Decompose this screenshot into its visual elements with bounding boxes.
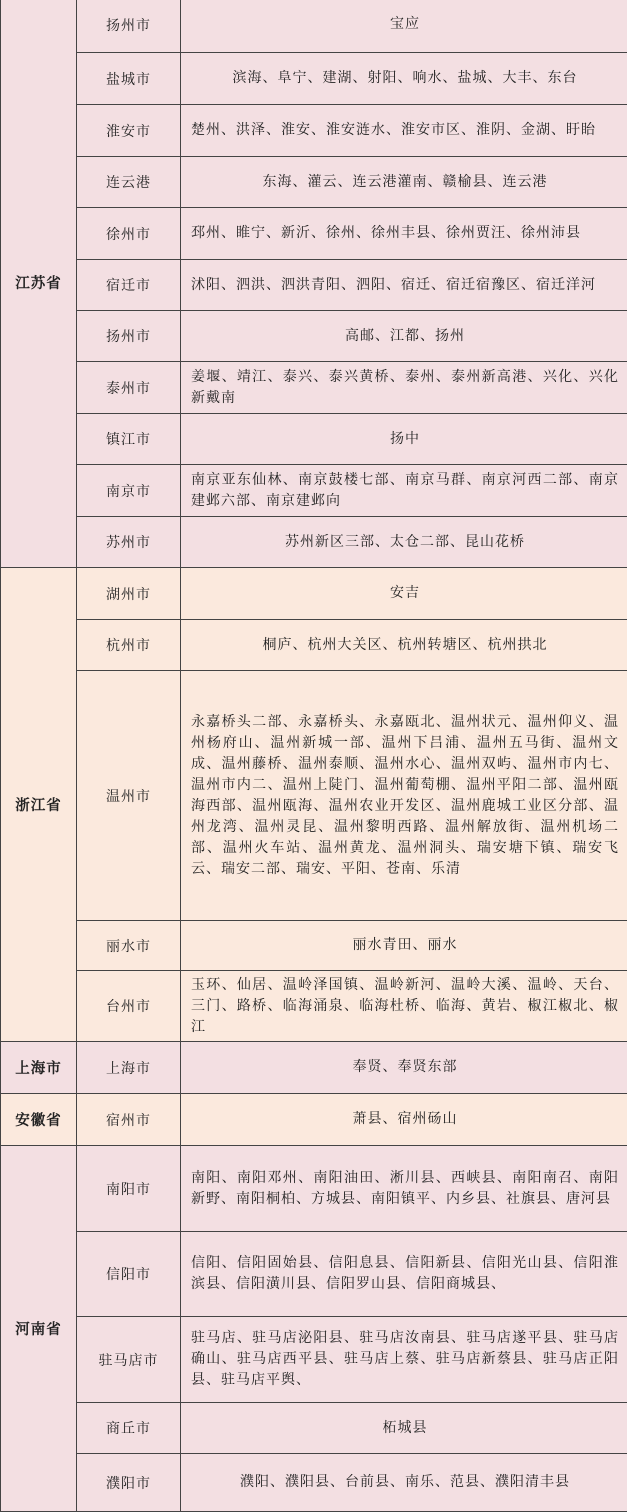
table-row	[1, 105, 627, 157]
districts-cell: 姜堰、靖江、泰兴、泰兴黄桥、泰州、泰州新高港、兴化、兴化新戴南	[181, 362, 627, 414]
city-cell: 南京市	[77, 465, 181, 517]
city-cell: 徐州市	[77, 208, 181, 260]
table-row	[1, 671, 627, 921]
table-row	[1, 620, 627, 671]
districts-cell: 邳州、睢宁、新沂、徐州、徐州丰县、徐州贾汪、徐州沛县	[181, 208, 627, 260]
city-cell: 宿迁市	[77, 260, 181, 311]
city-cell: 扬州市	[77, 311, 181, 362]
districts-cell: 沭阳、泗洪、泗洪青阳、泗阳、宿迁、宿迁宿豫区、宿迁洋河	[181, 260, 627, 311]
city-cell: 湖州市	[77, 568, 181, 620]
districts-cell: 濮阳、濮阳县、台前县、南乐、范县、濮阳清丰县	[181, 1454, 627, 1512]
districts-cell: 萧县、宿州砀山	[181, 1094, 627, 1146]
city-cell: 泰州市	[77, 362, 181, 414]
city-cell: 台州市	[77, 971, 181, 1042]
city-cell: 上海市	[77, 1042, 181, 1094]
table-row	[1, 414, 627, 465]
districts-cell: 楚州、洪泽、淮安、淮安涟水、淮安市区、淮阴、金湖、盱眙	[181, 105, 627, 157]
city-cell: 扬州市	[77, 0, 181, 53]
districts-cell: 安吉	[181, 568, 627, 620]
table-row	[1, 260, 627, 311]
table-row	[1, 1042, 627, 1094]
table-row	[1, 465, 627, 517]
districts-cell: 驻马店、驻马店泌阳县、驻马店汝南县、驻马店遂平县、驻马店确山、驻马店西平县、驻马店上蔡、驻马店新蔡县、驻马店正阳县、驻马店平舆、	[181, 1317, 627, 1403]
city-cell: 丽水市	[77, 921, 181, 971]
districts-cell: 扬中	[181, 414, 627, 465]
districts-cell: 奉贤、奉贤东部	[181, 1042, 627, 1094]
province-cell: 浙江省	[1, 568, 77, 1042]
city-cell: 驻马店市	[77, 1317, 181, 1403]
districts-cell: 宝应	[181, 0, 627, 53]
city-cell: 淮安市	[77, 105, 181, 157]
table-row	[1, 362, 627, 414]
city-cell: 宿州市	[77, 1094, 181, 1146]
districts-cell: 苏州新区三部、太仓二部、昆山花桥	[181, 517, 627, 568]
table-row	[1, 53, 627, 105]
table-row	[1, 0, 627, 53]
districts-cell: 滨海、阜宁、建湖、射阳、响水、盐城、大丰、东台	[181, 53, 627, 105]
city-cell: 温州市	[77, 671, 181, 921]
province-cell: 江苏省	[1, 0, 77, 568]
province-cell: 河南省	[1, 1146, 77, 1512]
districts-cell: 桐庐、杭州大关区、杭州转塘区、杭州拱北	[181, 620, 627, 671]
city-cell: 镇江市	[77, 414, 181, 465]
districts-cell: 南阳、南阳邓州、南阳油田、淅川县、西峡县、南阳南召、南阳新野、南阳桐柏、方城县、南阳镇平、内乡县、社旗县、唐河县	[181, 1146, 627, 1232]
table-row	[1, 1146, 627, 1232]
districts-cell: 丽水青田、丽水	[181, 921, 627, 971]
districts-cell: 柘城县	[181, 1403, 627, 1454]
table-row	[1, 157, 627, 208]
table-row	[1, 568, 627, 620]
city-cell: 苏州市	[77, 517, 181, 568]
table-row	[1, 971, 627, 1042]
city-cell: 南阳市	[77, 1146, 181, 1232]
city-cell: 杭州市	[77, 620, 181, 671]
table-row	[1, 1454, 627, 1512]
table-row	[1, 1317, 627, 1403]
table-row	[1, 1232, 627, 1317]
table-row	[1, 921, 627, 971]
table-row	[1, 311, 627, 362]
province-cell: 安徽省	[1, 1094, 77, 1146]
districts-cell: 信阳、信阳固始县、信阳息县、信阳新县、信阳光山县、信阳淮滨县、信阳潢川县、信阳罗山县、信阳商城县、	[181, 1232, 627, 1317]
table-body	[1, 0, 627, 1512]
city-cell: 连云港	[77, 157, 181, 208]
city-cell: 信阳市	[77, 1232, 181, 1317]
districts-cell: 永嘉桥头二部、永嘉桥头、永嘉瓯北、温州状元、温州仰义、温州杨府山、温州新城一部、温州下吕浦、温州五马街、温州文成、温州藤桥、温州泰顺、温州水心、温州双屿、温州市内七、温州市内二、温州上陡门、温州葡萄棚、温州平阳二部、温州瓯海西部、温州瓯海、温州农业开发区、温州鹿城工业区分部、温州龙湾、温州灵昆、温州黎明西路、温州解放街、温州机场二部、温州火车站、温州黄龙、温州洞头、瑞安塘下镇、瑞安飞云、瑞安二部、瑞安、平阳、苍南、乐清	[181, 671, 627, 921]
table-row	[1, 517, 627, 568]
city-cell: 濮阳市	[77, 1454, 181, 1512]
table-row	[1, 1403, 627, 1454]
districts-cell: 东海、灌云、连云港灌南、赣榆县、连云港	[181, 157, 627, 208]
districts-cell: 南京亚东仙林、南京鼓楼七部、南京马群、南京河西二部、南京建邺六部、南京建邺向	[181, 465, 627, 517]
city-cell: 商丘市	[77, 1403, 181, 1454]
city-cell: 盐城市	[77, 53, 181, 105]
districts-cell: 玉环、仙居、温岭泽国镇、温岭新河、温岭大溪、温岭、天台、三门、路桥、临海涌泉、临海杜桥、临海、黄岩、椒江椒北、椒江	[181, 971, 627, 1042]
province-cell: 上海市	[1, 1042, 77, 1094]
districts-cell: 高邮、江都、扬州	[181, 311, 627, 362]
table-row	[1, 1094, 627, 1146]
table-row	[1, 208, 627, 260]
